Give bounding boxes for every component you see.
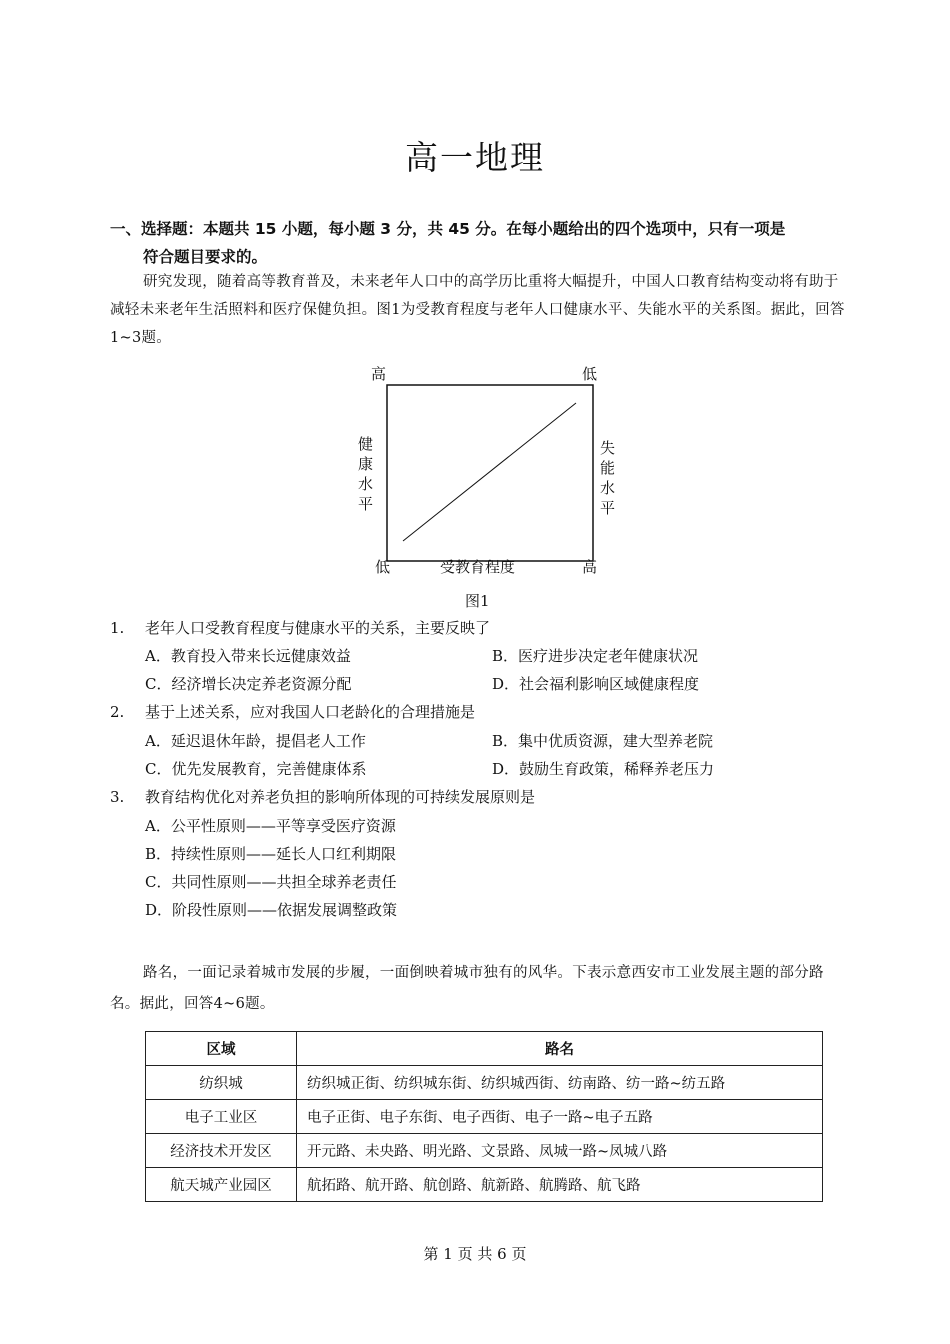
figure-caption: 图1: [465, 592, 490, 610]
page-footer: 第 1 页 共 6 页: [423, 1245, 527, 1263]
question-3-option-a: A．公平性原则——平等享受医疗资源: [145, 817, 396, 835]
question-2-text: 基于上述关系，应对我国人口老龄化的合理措施是: [145, 703, 476, 721]
table-header-row: [146, 1032, 823, 1066]
table-header-roads: 路名: [297, 1032, 823, 1066]
bottom-axis-label: 受教育程度: [440, 558, 516, 576]
table-cell-region: 纺织城: [146, 1066, 297, 1100]
question-2-option-a: A．延迟退休年龄，提倡老人工作: [145, 732, 366, 750]
table-row: [146, 1134, 823, 1168]
label-bottom-right: 高: [582, 558, 598, 576]
question-3-number: 3.: [110, 788, 125, 806]
question-3-option-b: B．持续性原则——延长人口红利期限: [145, 845, 397, 863]
table-cell-region: 航天城产业园区: [146, 1168, 297, 1202]
question-2-option-b: B．集中优质资源，建大型养老院: [492, 732, 714, 750]
table-cell-region: 电子工业区: [146, 1100, 297, 1134]
section-heading-line2: 符合题目要求的。: [143, 248, 268, 266]
table-cell-roads: 开元路、未央路、明光路、文景路、凤城一路~凤城八路: [297, 1134, 823, 1168]
question-2-option-c: C．优先发展教育，完善健康体系: [145, 760, 367, 778]
question-3-text: 教育结构优化对养老负担的影响所体现的可持续发展原则是: [145, 788, 536, 806]
table-header-region: 区域: [146, 1032, 297, 1066]
figure-1-diagram: [340, 358, 630, 618]
table-row: [146, 1066, 823, 1100]
question-1-option-d: D．社会福利影响区域健康程度: [492, 675, 700, 693]
question-1-option-a: A．教育投入带来长远健康效益: [145, 647, 351, 665]
section-heading: [110, 215, 845, 271]
section-heading-line1: 一、选择题：本题共 15 小题，每小题 3 分，共 45 分。在每小题给出的四个选项中，只有一项是: [110, 220, 786, 238]
question-3-option-d: D．阶段性原则——依据发展调整政策: [145, 901, 398, 919]
intro-paragraph-1: 研究发现，随着高等教育普及，未来老年人口中的高学历比重将大幅提升，中国人口教育结构变动将有助于减轻未来老年生活照料和医疗保健负担。图1为受教育程度与老年人口健康水平、失能水平的关系图。据此，回答1~3题。: [110, 274, 845, 346]
left-axis-label: 健康水平: [358, 435, 374, 513]
table-cell-roads: 电子正街、电子东街、电子西街、电子一路~电子五路: [297, 1100, 823, 1134]
page-title: 高一地理: [405, 138, 545, 177]
table-row: [146, 1168, 823, 1202]
question-2-number: 2.: [110, 703, 125, 721]
figure-1: [340, 358, 630, 618]
label-bottom-left: 低: [375, 558, 391, 576]
table-cell-roads: 纺织城正街、纺织城东街、纺织城西街、纺南路、纺一路~纺五路: [297, 1066, 823, 1100]
intro-paragraph-2: 路名，一面记录着城市发展的步履，一面倒映着城市独有的风华。下表示意西安市工业发展主题的部分路名。据此，回答4~6题。: [110, 965, 824, 1012]
label-right-top: 低: [582, 365, 598, 383]
question-1-text: 老年人口受教育程度与健康水平的关系，主要反映了: [145, 619, 491, 637]
table-cell-region: 经济技术开发区: [146, 1134, 297, 1168]
figure-frame: [387, 385, 593, 561]
question-1-option-c: C．经济增长决定养老资源分配: [145, 675, 352, 693]
question-2-option-d: D．鼓励生育政策，稀释养老压力: [492, 760, 715, 778]
question-3-option-c: C．共同性原则——共担全球养老责任: [145, 873, 397, 891]
table-row: [146, 1100, 823, 1134]
right-axis-label: 失能水平: [600, 439, 616, 517]
table-cell-roads: 航拓路、航开路、航创路、航新路、航腾路、航飞路: [297, 1168, 823, 1202]
label-left-top: 高: [371, 365, 387, 383]
question-1-option-b: B．医疗进步决定老年健康状况: [492, 647, 699, 665]
relation-line: [403, 403, 576, 541]
road-name-table: [145, 1031, 823, 1202]
question-1-number: 1.: [110, 619, 125, 637]
